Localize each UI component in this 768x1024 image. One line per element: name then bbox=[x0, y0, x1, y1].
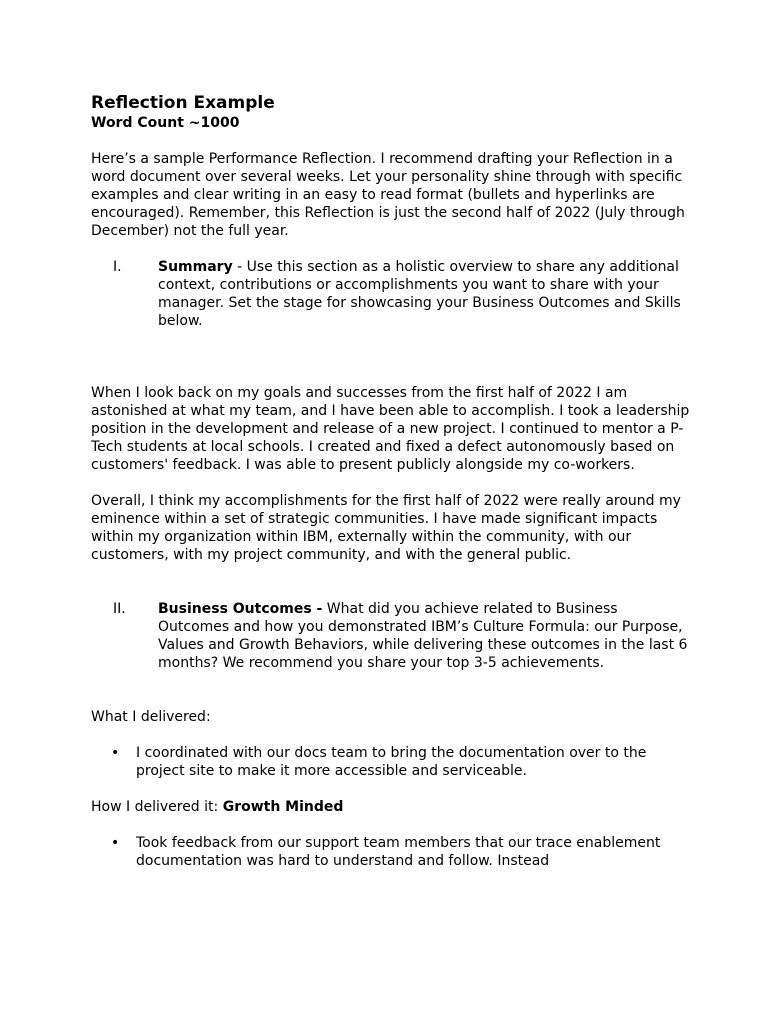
bullet-text: Took feedback from our support team members that our trace enablement documentation was hard to understand and follow. Instead bbox=[136, 835, 661, 869]
section-summary bbox=[91, 258, 691, 330]
list-item bbox=[91, 744, 691, 780]
how-delivered-line bbox=[91, 798, 691, 816]
bullet-text: I coordinated with our docs team to bring the documentation over to the project site to make it more accessible and serviceable. bbox=[136, 745, 647, 779]
how-delivered-value: Growth Minded bbox=[222, 799, 344, 815]
how-delivered-label: How I delivered it: bbox=[91, 799, 223, 815]
document-title: Reflection Example bbox=[91, 93, 275, 113]
intro-paragraph: Here’s a sample Performance Reflection. I recommend drafting your Reflection in a word document over several weeks. Let your personality shine through with specific examples and clear writing in an easy to read format (bullets and hyperlinks are encouraged). Remember, this Reflection is just the second half of 2022 (July through December) not the full year. bbox=[91, 151, 685, 239]
reflection-paragraph: When I look back on my goals and successes from the first half of 2022 I am astonished at what my team, and I have been able to accomplish. I took a leadership position in the development and release of a new project. I continued to mentor a P-Tech students at local schools. I created and fixed a defect autonomously based on customers' feedback. I was able to present publicly alongside my co-workers. bbox=[91, 385, 690, 473]
section-text: - Use this section as a holistic overview to share any additional context, contributions or accomplishments you want to share with your manager. Set the stage for showcasing your Business Outcomes and Skills below. bbox=[158, 259, 681, 329]
section-numeral: II. bbox=[113, 601, 126, 617]
bullet-icon: • bbox=[111, 745, 120, 761]
document-body bbox=[91, 93, 691, 870]
section-heading: Business Outcomes - bbox=[158, 601, 323, 617]
list-item bbox=[91, 834, 691, 870]
bullet-icon: • bbox=[111, 835, 120, 851]
section-numeral: I. bbox=[113, 259, 122, 275]
what-delivered-label: What I delivered: bbox=[91, 709, 211, 725]
section-text: What did you achieve related to Business Outcomes and how you demonstrated IBM’s Culture Formula: our Purpose, Values and Growth Behaviors, while delivering these outcomes in the last 6 months? We recommend you share your top 3-5 achievements. bbox=[158, 601, 688, 671]
reflection-paragraph: Overall, I think my accomplishments for the first half of 2022 were really around my eminence within a set of strategic communities. I have made significant impacts within my organization within IBM, externally within the community, with our customers, with my project community, and with the general public. bbox=[91, 493, 681, 563]
section-heading: Summary bbox=[158, 259, 233, 275]
word-count: Word Count ~1000 bbox=[91, 115, 240, 131]
section-business-outcomes bbox=[91, 600, 691, 672]
